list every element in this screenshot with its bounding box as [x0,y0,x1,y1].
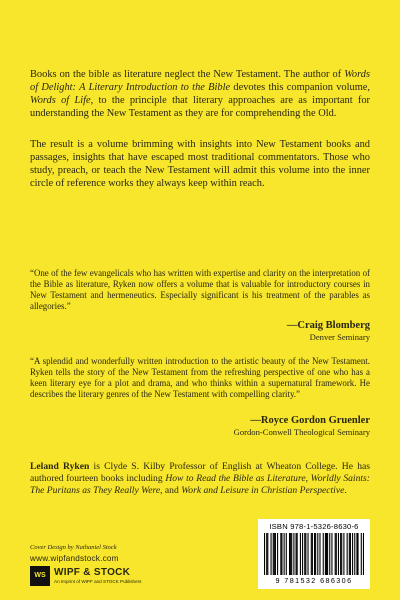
barcode-bar [271,533,272,575]
barcode-bar [323,533,324,575]
bio-text: . [344,485,347,496]
barcode-bar [357,533,358,575]
endorser-affiliation: Gordon-Conwell Theological Seminary [233,427,370,437]
endorsement-attribution-2 [234,415,370,437]
barcode-bar [335,533,336,575]
endorser-name: —Royce Gordon Gruenler [250,415,370,426]
publisher-logo [30,566,150,590]
book-title: How to Read the Bible as Literature, Worldly Saints: The Puritans as They Really Were [30,473,370,496]
blurb-paragraph-1 [30,68,370,120]
barcode-bar [338,533,339,575]
barcode-bar [350,533,351,575]
barcode-bar [266,533,267,575]
bio-text: is Clyde S. Kilby Professor of English at Wheaton College. He has authored fourteen books including [30,461,370,484]
barcode-bar [349,533,350,575]
book-title: Work and Leisure in Christian Perspective [181,485,345,496]
barcode-bar [361,533,362,575]
endorser-affiliation: Denver Seminary [309,332,370,342]
isbn-label: ISBN 978-1-5326-8630-6 [269,522,359,531]
barcode-bar [290,533,291,575]
barcode-bar [291,533,292,575]
barcode-bar [340,533,341,575]
barcode-bar [315,533,316,575]
barcode-bar [296,533,297,575]
endorser-name: —Craig Blomberg [286,320,370,331]
barcode-bar [319,533,320,575]
barcode-bar [275,533,276,575]
barcode-bar [300,533,301,575]
barcode-bar [314,533,315,575]
barcode-bar [277,533,278,575]
barcode-bar [331,533,332,575]
endorsement-attribution-1 [287,320,370,342]
book-title: Words of Life [30,95,91,106]
barcode-bar [280,533,281,575]
barcode-bar [281,533,282,575]
publisher-logo-mark: WS [30,566,50,586]
barcode-bar [325,533,326,575]
barcode-bar [305,533,306,575]
blurb-text: Books on the bible as literature neglect the New Testament. The author of [30,69,345,80]
blurb-paragraph-2 [30,138,370,190]
barcode-bar [329,533,330,575]
barcode-graphic [264,533,364,575]
barcode-bar [304,533,305,575]
barcode-digits: 9 781532 686306 [275,576,353,585]
barcode-bar [336,533,337,575]
barcode-bar [317,533,318,575]
barcode-bar [341,533,342,575]
author-bio [30,461,370,497]
barcode-bar [311,533,312,575]
blurb-text: devotes this companion volume, [230,82,370,93]
isbn-barcode [258,519,370,589]
barcode-bar [273,533,274,575]
endorsement-quote-1: “One of the few evangelicals who has written with expertise and clarity on the interpretation of the Bible as literature, Ryken now offers a volume that is valuable for introductory courses in New Testament and hermeneutics. Especially significant is his treatment of the parables as allegories.” [30,268,370,311]
bio-text: , and [160,485,182,496]
barcode-bar [363,533,364,575]
barcode-bar [302,533,303,575]
barcode-bar [284,533,285,575]
barcode-bar [352,533,353,575]
barcode-bar [274,533,275,575]
barcode-bar [264,533,265,575]
blurb-text: The result is a volume brimming with insights into New Testament books and passages, insights that have escaped most traditional commentators. Those who study, preach, or teach the New Testament will admit this volume into the inner circle of reference works they always keep within reach. [30,139,370,189]
barcode-bar [326,533,327,575]
endorsement-quote-2: “A splendid and wonderfully written introduction to the artistic beauty of the New Testament. Ryken tells the story of the New Testament from the refreshing perspective of one who has a keen literary eye for a plot and drama, and who thinks within a supernatural framework. He describes the literary genres of the New Testament with compelling clarity.” [30,356,370,399]
barcode-bar [267,533,268,575]
barcode-bar [347,533,348,575]
cover-design-credit: Cover Design by Nathaniel Stock [30,544,117,551]
barcode-bar [286,533,287,575]
barcode-bar [354,533,355,575]
author-name: Leland Ryken [30,461,90,472]
barcode-bar [343,533,344,575]
barcode-bar [307,533,308,575]
publisher-tagline: An Imprint of WIPF and STOCK Publishers [54,579,142,584]
publisher-url: www.wipfandstock.com [30,554,119,563]
publisher-name: WIPF & STOCK [54,567,131,578]
blurb-text: , to the principle that literary approaches are as important for understanding the New Testament as they are for comprehending the Old. [30,95,370,119]
book-title: Words of Delight: A Literary Introduction to the Bible [30,69,370,93]
barcode-bar [312,533,313,575]
barcode-bar [297,533,298,575]
barcode-bar [327,533,328,575]
barcode-bar [293,533,294,575]
barcode-bar [289,533,290,575]
barcode-bar [356,533,357,575]
